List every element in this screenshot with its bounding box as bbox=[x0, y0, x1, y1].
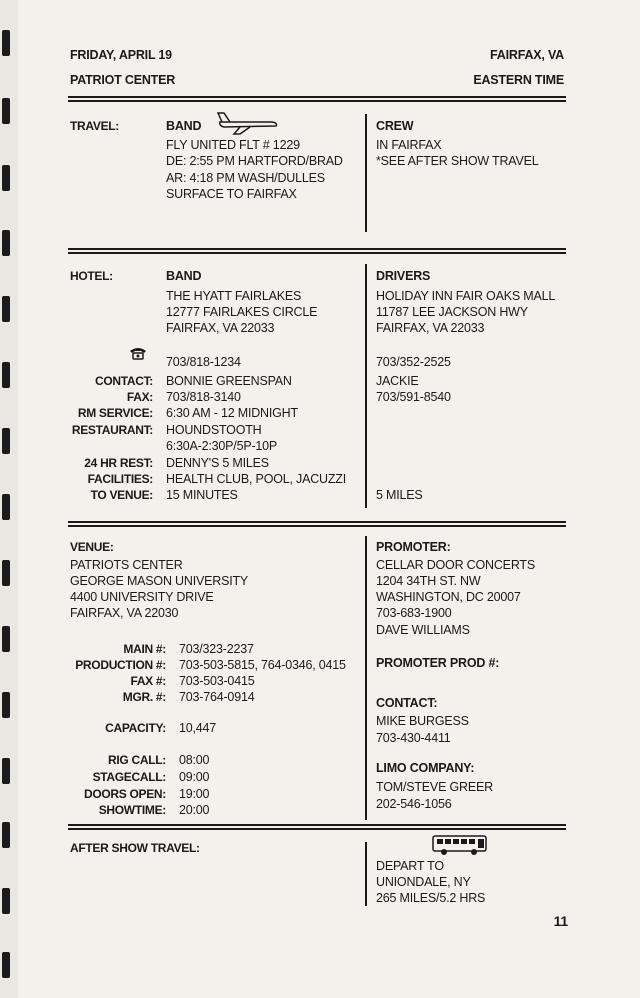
hotel-field-value: HEALTH CLUB, POOL, JACUZZI bbox=[166, 472, 347, 486]
drivers-to-venue: 5 MILES bbox=[376, 488, 423, 502]
hotel-field-label: RM SERVICE: bbox=[77, 406, 153, 420]
hotel-phone: 703/818-1234 bbox=[166, 355, 241, 369]
venue-phone-label: PRODUCTION #: bbox=[75, 658, 166, 672]
section-divider bbox=[68, 248, 566, 254]
travel-crew-line: *SEE AFTER SHOW TRAVEL bbox=[376, 154, 539, 168]
drivers-contact: JACKIE bbox=[376, 374, 419, 388]
bus-icon bbox=[432, 834, 488, 856]
hotel-band-title: BAND bbox=[166, 269, 202, 283]
venue-phone-value: 703-503-0415 bbox=[179, 674, 255, 688]
hotel-address-line: THE HYATT FAIRLAKES bbox=[166, 289, 302, 303]
time-label: SHOWTIME: bbox=[98, 803, 166, 817]
drivers-address-line: FAIRFAX, VA 22033 bbox=[376, 321, 485, 335]
hotel-field-label: FACILITIES: bbox=[87, 472, 153, 486]
hotel-field-value: HOUNDSTOOTH bbox=[166, 423, 262, 437]
limo-line: TOM/STEVE GREER bbox=[376, 780, 493, 794]
venue-address-line: FAIRFAX, VA 22030 bbox=[70, 606, 179, 620]
travel-band-line: SURFACE TO FAIRFAX bbox=[166, 187, 297, 201]
hotel-field-label: RESTAURANT: bbox=[71, 423, 153, 437]
time-value: 19:00 bbox=[179, 787, 210, 801]
binding-ring bbox=[2, 30, 10, 56]
contact-line: MIKE BURGESS bbox=[376, 714, 469, 728]
limo-line: 202-546-1056 bbox=[376, 797, 452, 811]
venue-phone-value: 703-764-0914 bbox=[179, 690, 255, 704]
spiral-binding bbox=[0, 0, 18, 998]
section-divider bbox=[68, 96, 566, 102]
venue-phone-label: MGR. #: bbox=[122, 690, 166, 704]
hotel-field-value: 703/818-3140 bbox=[166, 390, 241, 404]
venue-phone-value: 703-503-5815, 764-0346, 0415 bbox=[179, 658, 346, 672]
travel-label: TRAVEL: bbox=[70, 119, 120, 133]
time-value: 20:00 bbox=[179, 803, 210, 817]
hotel-field-label: 24 HR REST: bbox=[84, 456, 153, 470]
venue-phone-label: FAX #: bbox=[130, 674, 166, 688]
airplane-icon bbox=[216, 110, 280, 136]
time-value: 09:00 bbox=[179, 770, 210, 784]
travel-band-title: BAND bbox=[166, 119, 202, 133]
hotel-field-label: FAX: bbox=[126, 390, 153, 404]
travel-band-line: FLY UNITED FLT # 1229 bbox=[166, 138, 300, 152]
binding-ring bbox=[2, 98, 10, 124]
drivers-phone: 703/352-2525 bbox=[376, 355, 451, 369]
travel-crew-line: IN FAIRFAX bbox=[376, 138, 442, 152]
section-divider bbox=[68, 824, 566, 830]
venue-address-line: 4400 UNIVERSITY DRIVE bbox=[70, 590, 214, 604]
binding-ring bbox=[2, 888, 10, 914]
hotel-field-value: BONNIE GREENSPAN bbox=[166, 374, 292, 388]
hotel-field-label: TO VENUE: bbox=[90, 488, 153, 502]
binding-ring bbox=[2, 296, 10, 322]
after-show-label: AFTER SHOW TRAVEL: bbox=[70, 841, 200, 855]
hotel-field-label: CONTACT: bbox=[94, 374, 153, 388]
binding-ring bbox=[2, 165, 10, 191]
time-label: DOORS OPEN: bbox=[83, 787, 166, 801]
hotel-field-value: 6:30 AM - 12 MIDNIGHT bbox=[166, 406, 298, 420]
time-value: 08:00 bbox=[179, 753, 210, 767]
travel-crew-title: CREW bbox=[376, 119, 414, 133]
hotel-label: HOTEL: bbox=[70, 269, 113, 283]
drivers-address-line: HOLIDAY INN FAIR OAKS MALL bbox=[376, 289, 556, 303]
after-show-line: 265 MILES/5.2 HRS bbox=[376, 891, 486, 905]
time-label: RIG CALL: bbox=[108, 753, 166, 767]
column-divider bbox=[365, 114, 367, 232]
drivers-title: DRIVERS bbox=[376, 269, 431, 283]
after-show-line: UNIONDALE, NY bbox=[376, 875, 471, 889]
venue-address-line: GEORGE MASON UNIVERSITY bbox=[70, 574, 249, 588]
binding-ring bbox=[2, 428, 10, 454]
drivers-address-line: 11787 LEE JACKSON HWY bbox=[376, 305, 528, 319]
contact-title: CONTACT: bbox=[376, 696, 438, 710]
hotel-address-line: FAIRFAX, VA 22033 bbox=[166, 321, 275, 335]
column-divider bbox=[365, 536, 367, 820]
venue-phone-value: 703/323-2237 bbox=[179, 642, 254, 656]
column-divider bbox=[365, 842, 367, 906]
promoter-prod-title: PROMOTER PROD #: bbox=[376, 656, 500, 670]
time-label: STAGECALL: bbox=[92, 770, 166, 784]
travel-band-line: AR: 4:18 PM WASH/DULLES bbox=[166, 171, 325, 185]
binding-ring bbox=[2, 230, 10, 256]
after-show-line: DEPART TO bbox=[376, 859, 444, 873]
promoter-line: DAVE WILLIAMS bbox=[376, 623, 470, 637]
binding-ring bbox=[2, 952, 10, 978]
binding-ring bbox=[2, 822, 10, 848]
venue-address-line: PATRIOTS CENTER bbox=[70, 558, 183, 572]
venue-phone-label: MAIN #: bbox=[123, 642, 166, 656]
promoter-line: 703-683-1900 bbox=[376, 606, 452, 620]
header-venue-name: PATRIOT CENTER bbox=[70, 73, 176, 87]
travel-band-line: DE: 2:55 PM HARTFORD/BRAD bbox=[166, 154, 343, 168]
capacity-value: 10,447 bbox=[179, 721, 217, 735]
page-number: 11 bbox=[553, 913, 568, 929]
header-city: FAIRFAX, VA bbox=[490, 48, 564, 62]
binding-ring bbox=[2, 692, 10, 718]
binding-ring bbox=[2, 560, 10, 586]
venue-label: VENUE: bbox=[70, 540, 114, 554]
binding-ring bbox=[2, 362, 10, 388]
telephone-icon bbox=[128, 346, 148, 360]
drivers-fax: 703/591-8540 bbox=[376, 390, 451, 404]
hotel-field-value: 6:30A-2:30P/5P-10P bbox=[166, 439, 278, 453]
binding-ring bbox=[2, 494, 10, 520]
promoter-title: PROMOTER: bbox=[376, 540, 451, 554]
hotel-field-value: 15 MINUTES bbox=[166, 488, 238, 502]
hotel-address-line: 12777 FAIRLAKES CIRCLE bbox=[166, 305, 318, 319]
column-divider bbox=[365, 264, 367, 508]
section-divider bbox=[68, 521, 566, 527]
promoter-line: CELLAR DOOR CONCERTS bbox=[376, 558, 535, 572]
promoter-line: WASHINGTON, DC 20007 bbox=[376, 590, 521, 604]
header-timezone: EASTERN TIME bbox=[473, 73, 564, 87]
binding-ring bbox=[2, 758, 10, 784]
promoter-line: 1204 34TH ST. NW bbox=[376, 574, 481, 588]
hotel-field-value: DENNY'S 5 MILES bbox=[166, 456, 269, 470]
limo-title: LIMO COMPANY: bbox=[376, 761, 475, 775]
contact-line: 703-430-4411 bbox=[376, 731, 451, 745]
header-date: FRIDAY, APRIL 19 bbox=[70, 48, 172, 62]
capacity-label: CAPACITY: bbox=[105, 721, 166, 735]
binding-ring bbox=[2, 626, 10, 652]
